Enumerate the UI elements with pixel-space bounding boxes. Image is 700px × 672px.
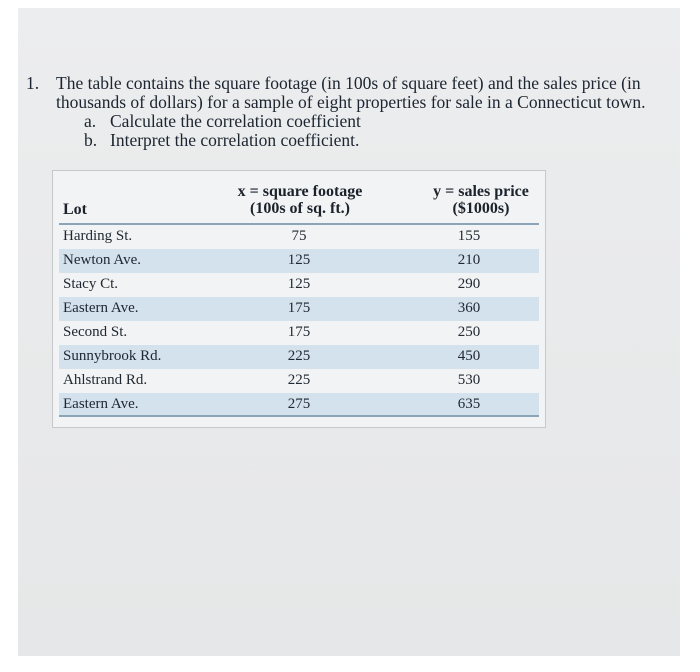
question-number: 1. <box>26 73 40 93</box>
lot-cell: Stacy Ct. <box>63 276 118 292</box>
sales-price-cell: 250 <box>457 324 481 340</box>
square-footage-cell: 125 <box>287 276 311 292</box>
sub-question-b <box>84 131 676 150</box>
lot-cell: Ahlstrand Rd. <box>63 372 148 388</box>
sales-price-cell: 450 <box>457 348 481 364</box>
square-footage-cell: 175 <box>287 300 311 316</box>
lot-cell: Newton Ave. <box>63 252 142 268</box>
header-square-footage-line2: (100s of sq. ft.) <box>250 200 350 217</box>
table-row <box>59 273 539 297</box>
lot-cell: Eastern Ave. <box>63 300 139 316</box>
lot-cell: Harding St. <box>63 228 133 244</box>
question-text: The table contains the square footage (in 100s of square feet) and the sales price (in thousands of dollars) for a sample of eight properties for sale in a Connecticut town. <box>56 73 646 112</box>
table-row <box>59 297 539 321</box>
header-lot: Lot <box>63 201 87 218</box>
header-sales-price <box>419 183 543 217</box>
lot-cell: Eastern Ave. <box>63 396 139 412</box>
header-sales-price-line1: y = sales price <box>433 183 529 200</box>
square-footage-cell: 225 <box>287 372 311 388</box>
lot-cell: Second St. <box>63 324 128 340</box>
question-main <box>26 74 676 112</box>
sub-question-text: Interpret the correlation coefficient. <box>110 130 360 150</box>
sub-question-text: Calculate the correlation coefficient <box>110 111 361 131</box>
sales-price-cell: 360 <box>457 300 481 316</box>
table-row <box>59 369 539 393</box>
square-footage-cell: 75 <box>291 228 307 244</box>
sales-price-cell: 155 <box>457 228 481 244</box>
square-footage-cell: 275 <box>287 396 311 412</box>
sub-question-letter: a. <box>84 111 97 131</box>
header-sales-price-line2: ($1000s) <box>452 200 510 217</box>
table-row <box>59 249 539 273</box>
square-footage-cell: 125 <box>287 252 311 268</box>
sales-price-cell: 290 <box>457 276 481 292</box>
table-row <box>59 393 539 417</box>
sales-price-cell: 210 <box>457 252 481 268</box>
header-square-footage <box>219 183 381 217</box>
table-header <box>59 177 539 225</box>
square-footage-cell: 225 <box>287 348 311 364</box>
sales-price-cell: 530 <box>457 372 481 388</box>
table-row <box>59 345 539 369</box>
sales-price-cell: 635 <box>457 396 481 412</box>
sub-question-letter: b. <box>84 130 98 150</box>
sub-question-a <box>84 112 676 131</box>
table-row <box>59 321 539 345</box>
question-block <box>26 74 676 150</box>
header-square-footage-line1: x = square footage <box>237 183 363 200</box>
table-bottom-rule <box>59 415 539 417</box>
square-footage-cell: 175 <box>287 324 311 340</box>
lot-cell: Sunnybrook Rd. <box>63 348 162 364</box>
data-table <box>52 170 546 428</box>
table-row <box>59 225 539 249</box>
